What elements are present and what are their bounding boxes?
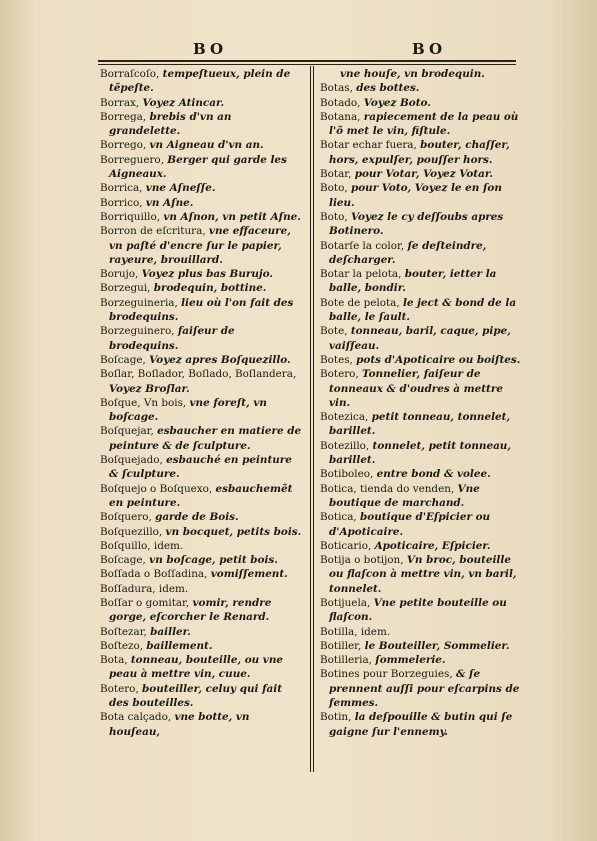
entry-definition: tonneau, baril, caque, pipe, vaiſſeau. [329,325,511,352]
header-rule [98,60,516,62]
dictionary-entry [100,424,304,453]
entry-definition: bouteiller, celuy qui fait des bouteilles. [109,682,283,710]
running-header-left: BO [193,40,228,58]
entry-headword: Borujo, [100,268,142,281]
running-header-right: BO [412,40,447,58]
dictionary-entry [320,653,522,667]
dictionary-entry [320,710,522,739]
entry-headword: Bota, [100,654,131,667]
entry-definition: Vne petite bouteille ou flaſcon. [329,596,507,624]
dictionary-entry [100,67,304,96]
dictionary-entry [100,510,304,524]
entry-headword: Borrego, [100,139,150,152]
entry-definition: vne foreſt, vn boſcage. [109,396,267,424]
dictionary-entry [320,96,522,110]
entry-headword: Botero, [320,368,363,381]
entry-definition: garde de Bois. [155,511,239,524]
entry-headword: Botiller, [320,639,365,652]
entry-definition: petit tonneau, tonnelet, barillet. [329,411,511,438]
entry-headword: Boto, [320,210,351,223]
dictionary-entry [320,667,522,710]
dictionary-entry [320,296,522,325]
dictionary-entry [320,110,522,139]
entry-headword: Boticario, [320,539,375,552]
entry-definition: Voyez Broſlar. [109,382,190,395]
dictionary-entry [100,453,304,482]
entry-definition: pour Votar, Voyez Votar. [354,168,493,181]
dictionary-entry [100,367,304,396]
entry-headword: Borrico, [100,196,146,209]
entry-definition: tempeſtueux, plein de tẽpeſte. [109,68,291,95]
entry-definition: vn boſcage, petit bois. [149,554,278,567]
entry-definition: esbauché en peinture & ſculpture. [109,454,292,481]
entry-definition: vn Aigneau d'vn an. [149,139,264,152]
entry-headword: Botilla, idem. [320,625,391,638]
dictionary-entry [100,596,304,625]
entry-definition: des bottes. [356,82,420,95]
entry-headword: Boſquejado, [100,454,167,467]
entry-definition: vn Aſne. [145,196,194,209]
entry-definition: rapiecement de la peau où l'õ met le vin, fiſtule. [329,110,519,138]
dictionary-entry [100,582,304,596]
entry-definition: bouter, chaſſer, hors, expulſer, pouſſer hors. [329,139,510,166]
dictionary-entry [320,67,522,81]
dictionary-entry [100,682,304,711]
dictionary-entry [100,396,304,425]
entry-headword: Borriquillo, [100,210,164,223]
entry-headword: Botar la pelota, [320,268,405,281]
entry-definition: vomir, rendre gorge, eſcorcher le Renard. [109,596,272,624]
entry-definition: la deſpouille & butin qui ſe gaigne ſur l'ennemy. [329,711,513,738]
entry-headword: Boſcage, [100,353,150,366]
entry-definition: Voyez Boto. [363,96,431,109]
dictionary-entry [320,539,522,553]
entry-definition: tonneau, bouteille, ou vne peau à mettre vin, cuue. [109,654,284,681]
dictionary-entry [320,353,522,367]
right-column [320,67,522,739]
entry-definition: bailler. [150,625,191,638]
entry-headword: Borrax, [100,96,143,109]
entry-headword: Boſquejo o Boſquexo, [100,482,216,495]
dictionary-entry [100,353,304,367]
entry-headword: Bota calçado, [100,711,175,724]
entry-headword: Boſſadura, idem. [100,582,189,595]
dictionary-entry [100,196,304,210]
entry-definition: entre bond & volee. [376,468,491,481]
entry-definition: Voyez le cy deſſoubs apres Botinero. [329,210,504,238]
entry-headword: Botica, [320,511,361,524]
dictionary-entry [320,138,522,167]
dictionary-entry [320,210,522,239]
entry-headword: Bote, [320,325,351,338]
dictionary-entry [320,181,522,210]
dictionary-entry [100,553,304,567]
entry-headword: Boſquejar, [100,425,158,438]
entry-headword: Boſlar, Boſlador, Boſlado, Boſlandera, [100,368,297,381]
entry-headword: Botarſe la color, [320,239,408,252]
entry-definition: boutique d'Eſpicier ou d'Apoticaire. [329,511,491,538]
dictionary-entry [320,510,522,539]
dictionary-entry [100,267,304,281]
dictionary-entry [320,81,522,95]
entry-definition: & ſe prennent auſſi pour eſcarpins de femmes. [329,668,520,710]
dictionary-entry [100,539,304,553]
dictionary-entry [320,439,522,468]
entry-headword: Borzeguinero, [100,325,178,338]
entry-definition: ſe deſteindre, deſcharger. [329,239,487,266]
entry-headword: Botijuela, [320,596,374,609]
entry-headword: Boto, [320,182,351,195]
dictionary-entry [320,553,522,596]
dictionary-entry [100,567,304,581]
entry-headword: Botero, [100,682,143,695]
dictionary-entry [320,167,522,181]
column-divider [310,66,311,772]
entry-headword: Botezica, [320,411,372,424]
entry-definition: Vne boutique de marchand. [329,482,480,509]
entry-headword: Boſtezo, [100,639,147,652]
entry-definition: pots d'Apoticaire ou boiſtes. [356,353,521,366]
entry-definition: le ject & bond de la balle, le ſault. [329,296,517,324]
entry-headword: Botezillo, [320,439,373,452]
dictionary-entry [100,224,304,267]
entry-headword: Boſtezar, [100,625,151,638]
dictionary-entry [320,639,522,653]
dictionary-entry [320,239,522,268]
entry-headword: Borreguero, [100,153,168,166]
dictionary-entry [100,96,304,110]
entry-definition: tonnelet, petit tonneau, barillet. [329,439,511,467]
entry-headword: Botas, [320,82,357,95]
entry-headword: Botines pour Borzeguies, [320,668,456,681]
dictionary-entry [320,596,522,625]
dictionary-entry [100,138,304,152]
dictionary-entry [100,639,304,653]
entry-definition: faiſeur de brodequins. [109,325,235,352]
column-divider-thin [313,66,314,772]
entry-headword: Botiboleo, [320,468,377,481]
entry-headword: Boſſada o Boſſadina, [100,568,211,581]
dictionary-entry [320,367,522,410]
dictionary-entry [100,181,304,195]
dictionary-entry [100,710,304,739]
entry-headword: Boſſar o gomitar, [100,596,193,609]
entry-definition: pour Voto, Voyez le en ſon lieu. [329,182,502,209]
entry-headword: Botin, [320,711,355,724]
entry-definition: bouter, ietter la balle, bondir. [329,268,497,295]
dictionary-entry [320,625,522,639]
dictionary-entry [320,324,522,353]
entry-headword: Botija o botijon, [320,554,407,567]
entry-definition: vn Aſnon, vn petit Aſne. [163,210,301,223]
entry-definition: vne botte, vn houſeau, [109,711,250,738]
entry-definition: Berger qui garde les Aigneaux. [109,153,287,181]
entry-definition: Voyez Atincar. [142,96,225,109]
dictionary-entry [100,525,304,539]
entry-headword: Borrica, [100,182,146,195]
entry-definition: brodequin, bottine. [153,282,267,295]
entry-headword: Botado, [320,96,364,109]
entry-headword: Boſque, Vn bois, [100,396,190,409]
entry-headword: Borron de eſcritura, [100,225,209,238]
entry-definition: Voyez plus bas Burujo. [141,268,274,281]
entry-headword: Boſquezillo, [100,525,166,538]
entry-headword: Bote de pelota, [320,296,403,309]
entry-headword: Botar, [320,168,355,181]
entry-headword: Boſcage, [100,554,150,567]
entry-headword: Botana, [320,110,364,123]
entry-definition: Apoticaire, Eſpicier. [374,539,491,552]
entry-definition: vn bocquet, petits bois. [165,525,302,538]
dictionary-entry [100,482,304,511]
entry-definition: lieu où l'on fait des brodequins. [109,296,294,324]
entry-definition: esbauchemẽt en peinture. [109,482,293,509]
entry-definition: vne houſe, vn brodequin. [340,68,485,80]
entry-headword: Botica, tienda do venden, [320,482,458,495]
entry-definition: brebis d'vn an grandelette. [109,110,232,138]
dictionary-entry [100,324,304,353]
entry-definition: Vn broc, bouteille ou flaſcon à mettre vin, vn baril, tonnelet. [329,554,517,595]
entry-headword: Botes, [320,353,357,366]
left-column [100,67,304,739]
entry-headword: Borzegui, [100,282,154,295]
entry-definition: esbaucher en matiere de peinture & de ſculpture. [109,425,302,452]
entry-headword: Borraſcoſo, [100,68,163,80]
entry-headword: Botilleria, [320,654,376,667]
entry-definition: le Bouteiller, Sommelier. [364,639,510,652]
dictionary-entry [100,653,304,682]
dictionary-entry [320,267,522,296]
entry-definition: vne effaceure, vn paſté d'encre ſur le papier, rayeure, brouillard. [109,225,291,266]
entry-headword: Boſquero, [100,511,156,524]
dictionary-entry [100,281,304,295]
dictionary-entry [100,153,304,182]
dictionary-entry [100,210,304,224]
entry-headword: Borrega, [100,110,150,123]
entry-definition: Tonnelier, faiſeur de tonneaux & d'oudres à mettre vin. [329,368,503,409]
dictionary-entry [100,296,304,325]
entry-definition: Voyez apres Boſquezillo. [149,353,291,366]
dictionary-entry [320,467,522,481]
header-rule-thin [98,64,516,65]
dictionary-entry [100,625,304,639]
dictionary-entry [100,110,304,139]
entry-definition: vne Aſneſſe. [145,182,216,195]
entry-headword: Botar echar fuera, [320,139,421,152]
dictionary-entry [320,410,522,439]
entry-headword: Borzeguineria, [100,296,182,309]
entry-definition: vomiſſement. [210,568,288,581]
dictionary-entry [320,482,522,511]
entry-definition: baillement. [146,639,213,652]
entry-definition: ſommelerie. [375,654,446,667]
entry-headword: Boſquillo, idem. [100,539,184,552]
